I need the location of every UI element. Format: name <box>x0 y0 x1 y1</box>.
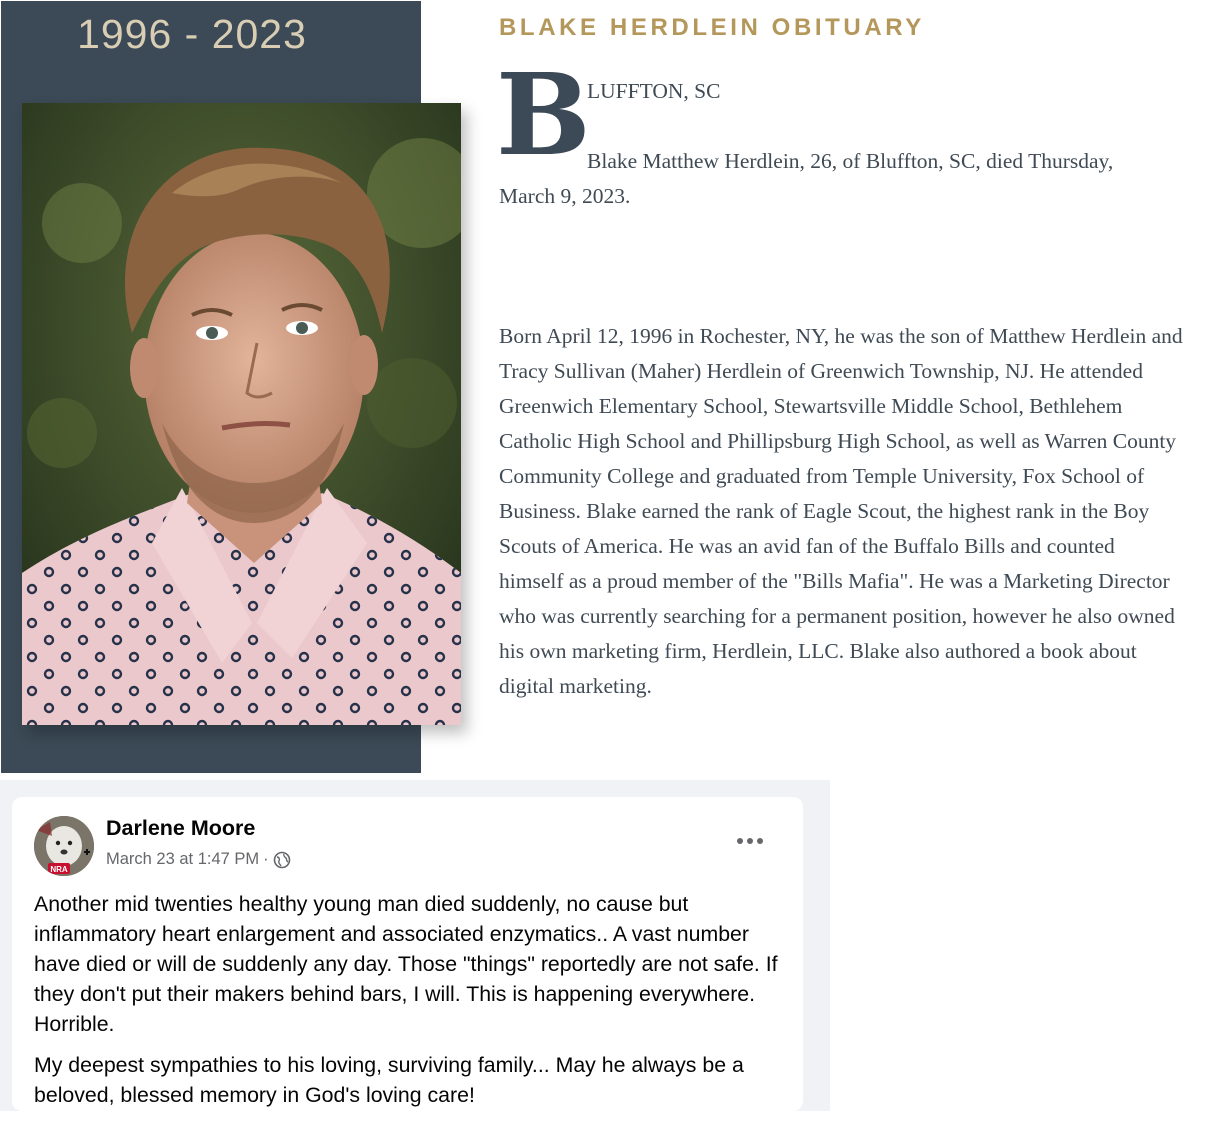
obituary-photo <box>22 103 461 725</box>
post-paragraph: My deepest sympathies to his loving, surviving family... May he always be a beloved, blessed memory in God's loving care! <box>34 1053 744 1107</box>
post-meta <box>106 850 291 869</box>
avatar[interactable] <box>34 816 94 876</box>
meta-separator: · <box>263 850 269 868</box>
post-paragraph: Another mid twenties healthy young man died suddenly, no cause but inflammatory heart enlargement and associated enzymatics.. A vast number have died or will de suddenly any day. Those "things" reportedly are not safe. If they don't put their makers behind bars, I will. This is happening everywhere. Horrible. <box>34 892 778 1036</box>
obituary-biography: Born April 12, 1996 in Rochester, NY, he was the son of Matthew Herdlein and Tracy Sullivan (Maher) Herdlein of Greenwich Township, NJ. He attended Greenwich Elementary School, Stewartsville Middle School, Bethlehem Catholic High School and Phillipsburg High School, as well as Warren County Community College and graduated from Temple University, Fox School of Business. Blake earned the rank of Eagle Scout, the highest rank in the Boy Scouts of America. He was an avid fan of the Buffalo Bills and counted himself as a proud member of the "Bills Mafia". He was a Marketing Director who was currently searching for a permanent position, however he also owned his own marketing firm, Herdlein, LLC. Blake also authored a book about digital marketing. <box>499 324 1183 698</box>
globe-icon[interactable] <box>273 851 291 869</box>
obituary-death-line-2: March 9, 2023. <box>499 184 631 208</box>
obituary-title: BLAKE HERDLEIN OBITUARY <box>499 14 925 41</box>
life-years: 1996 - 2023 <box>77 11 307 57</box>
drop-cap-letter: B <box>496 50 591 181</box>
obituary-death-line-1: Blake Matthew Herdlein, 26, of Bluffton, SC, died Thursday, <box>587 149 1114 173</box>
facebook-post <box>12 797 803 1111</box>
post-author-name[interactable]: Darlene Moore <box>106 816 256 840</box>
more-options-icon[interactable] <box>728 825 772 857</box>
avatar-badge-text: NRA <box>50 865 68 874</box>
post-timestamp[interactable]: March 23 at 1:47 PM <box>106 850 260 868</box>
obituary-location: LUFFTON, SC <box>587 79 721 103</box>
post-body <box>34 889 784 1121</box>
